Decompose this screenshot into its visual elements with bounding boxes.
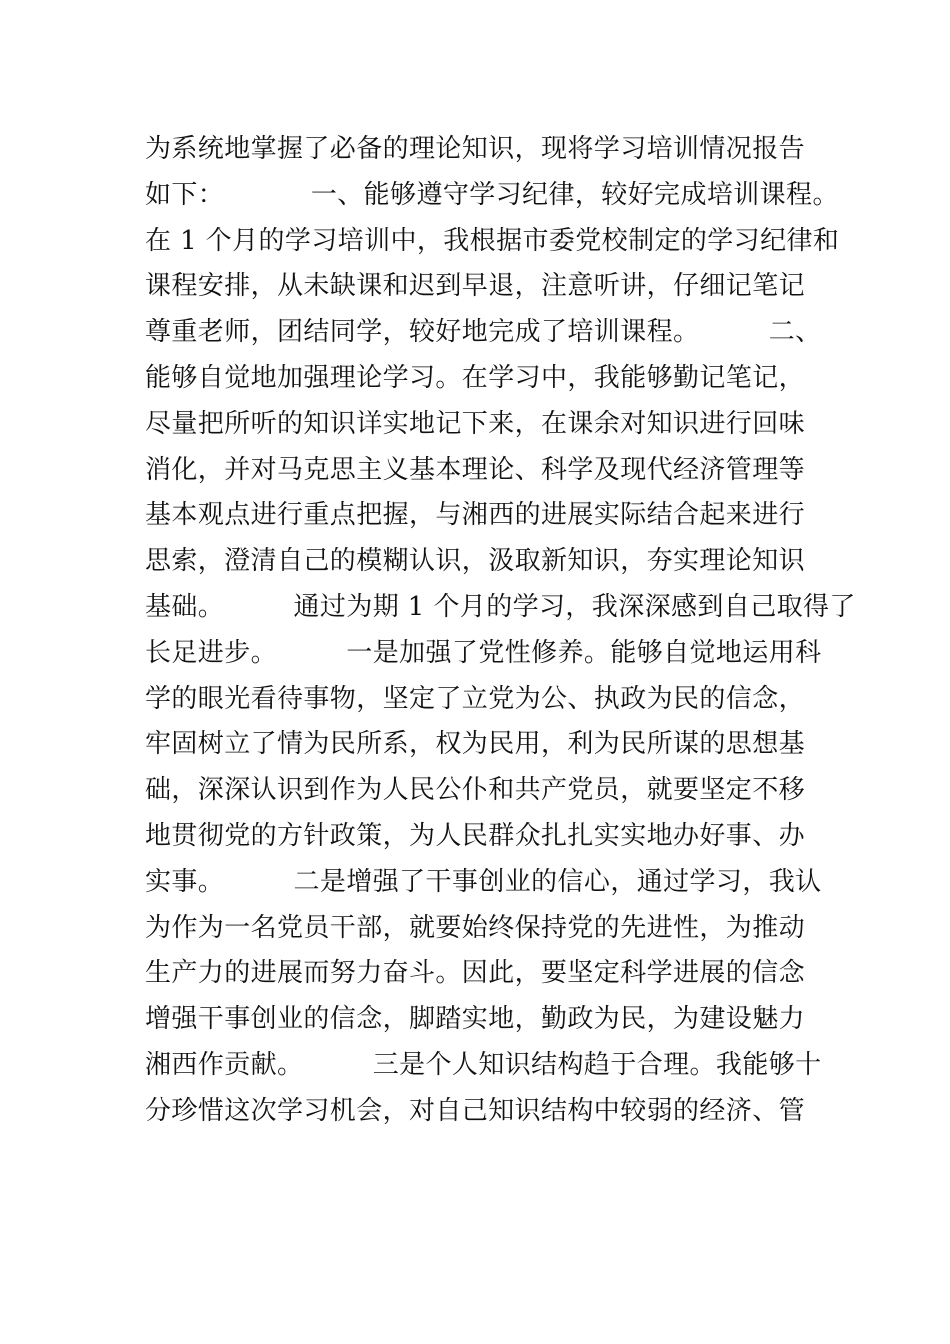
text-line: 湘西作贡献。 三是个人知识结构趋于合理。我能够十 xyxy=(145,1049,822,1080)
text-line: 为作为一名党员干部，就要始终保持党的先进性，为推动 xyxy=(145,912,806,943)
text-line: 尊重老师，团结同学，较好地完成了培训课程。 二、 xyxy=(145,317,822,348)
text-line: 能够自觉地加强理论学习。在学习中，我能够勤记笔记， xyxy=(145,362,806,393)
text-line: 地贯彻党的方针政策，为人民群众扎扎实实地办好事、办 xyxy=(145,820,806,851)
text-line: 思索，澄清自己的模糊认识，汲取新知识，夯实理论知识 xyxy=(145,546,806,577)
text-line: 尽量把所听的知识详实地记下来，在课余对知识进行回味 xyxy=(145,408,806,439)
text-line: 在 1 个月的学习培训中，我根据市委党校制定的学习纪律和 xyxy=(145,225,840,256)
report-body-text xyxy=(145,127,856,1135)
text-line: 基础。 通过为期 1 个月的学习，我深深感到自己取得了 xyxy=(145,591,856,622)
text-line: 础，深深认识到作为人民公仆和共产党员，就要坚定不移 xyxy=(145,775,806,806)
text-line: 为系统地掌握了必备的理论知识，现将学习培训情况报告 xyxy=(145,134,806,164)
text-line: 实事。 二是增强了干事创业的信心，通过学习，我认 xyxy=(145,866,822,897)
text-line: 增强干事创业的信念，脚踏实地，勤政为民，为建设魅力 xyxy=(145,1004,806,1035)
text-line: 如下： 一、能够遵守学习纪律，较好完成培训课程。 xyxy=(145,179,839,210)
text-line: 课程安排，从未缺课和迟到早退，注意听讲，仔细记笔记 xyxy=(145,271,806,302)
text-line: 牢固树立了情为民所系，权为民用，利为民所谋的思想基 xyxy=(145,729,806,760)
text-line: 消化，并对马克思主义基本理论、科学及现代经济管理等 xyxy=(145,454,806,485)
text-line: 基本观点进行重点把握，与湘西的进展实际结合起来进行 xyxy=(145,500,806,531)
text-line: 学的眼光看待事物，坚定了立党为公、执政为民的信念， xyxy=(145,683,806,714)
text-line: 分珍惜这次学习机会，对自己知识结构中较弱的经济、管 xyxy=(145,1095,806,1126)
text-line: 生产力的进展而努力奋斗。因此，要坚定科学进展的信念 xyxy=(145,958,806,989)
text-line: 长足进步。 一是加强了党性修养。能够自觉地运用科 xyxy=(145,637,822,668)
